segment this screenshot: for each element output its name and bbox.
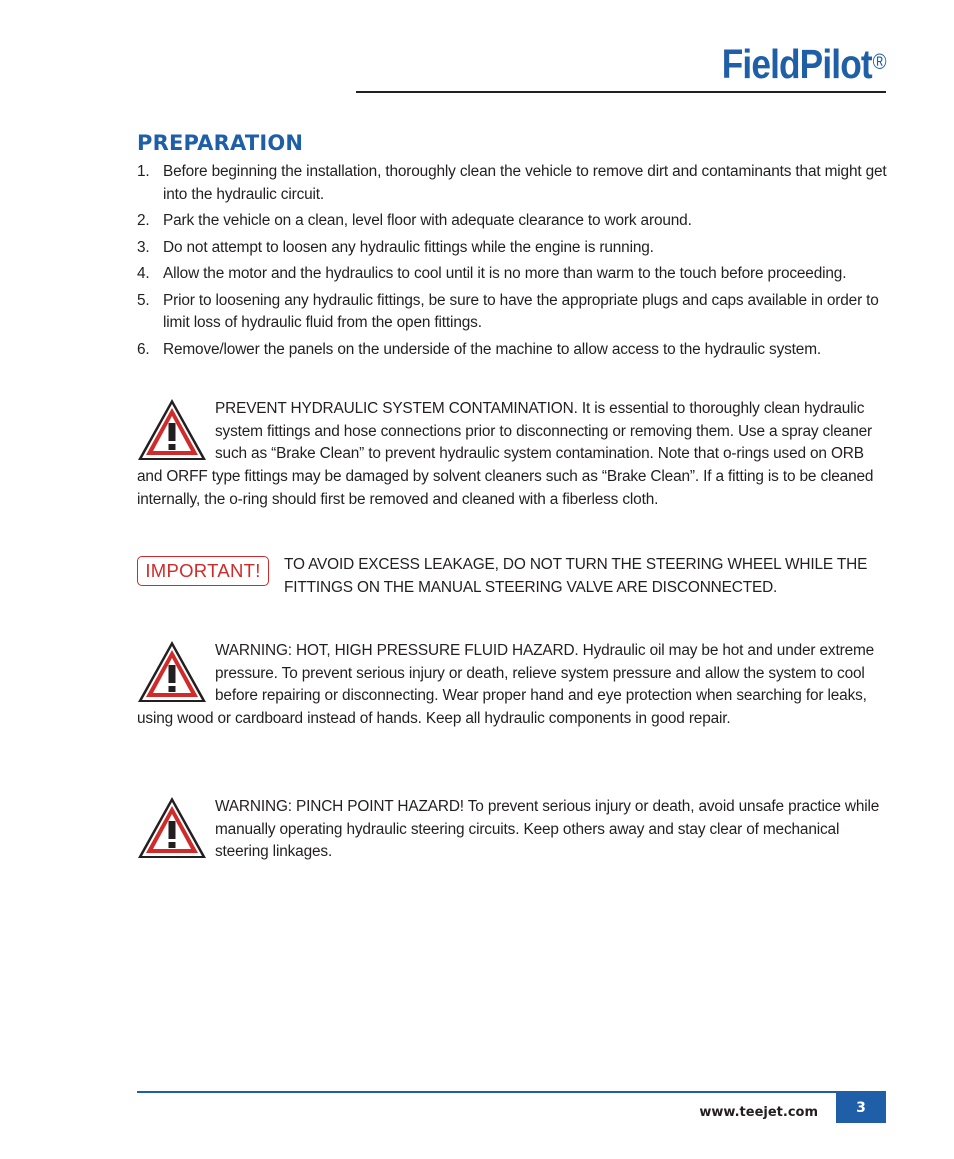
list-item [137, 339, 889, 362]
warning-triangle-icon [137, 796, 207, 860]
warning-text: PREVENT HYDRAULIC SYSTEM CONTAMINATION. It is essential to thoroughly clean hydraulic system fittings and hose connections prior to disconnecting or removing them. Use a spray cleaner such as “Brake Clean” to prevent hydraulic system contamination. Note that o-rings used on ORB and ORFF type fittings may be damaged by solvent cleaners such as “Brake Clean”. If a fitting is to be cleaned internally, the o-ring should first be removed and cleaned with a fiberless cloth. [137, 400, 874, 508]
page-number: 3 [836, 1093, 886, 1123]
footer-divider [137, 1091, 886, 1093]
warning-triangle-icon [137, 640, 207, 704]
footer-url: www.teejet.com [699, 1105, 818, 1120]
step-number: 4. [137, 265, 150, 282]
step-text: Do not attempt to loosen any hydraulic fittings while the engine is running. [163, 238, 654, 256]
list-item [137, 290, 889, 335]
important-notice [137, 554, 889, 599]
warning-text: WARNING: HOT, HIGH PRESSURE FLUID HAZARD. Hydraulic oil may be hot and under extreme pressure. To prevent serious injury or death, relieve system pressure and allow the system to cool before repairing or disconnecting. Wear proper hand and eye protection when searching for leaks, using wood or cardboard instead of hands. Keep all hydraulic components in good repair. [137, 642, 875, 728]
step-number: 2. [137, 212, 150, 229]
brand-logo [722, 40, 886, 88]
registered-mark: ® [872, 49, 886, 74]
step-number: 5. [137, 291, 150, 309]
brand-name: FieldPilot [721, 41, 873, 87]
list-item [137, 263, 889, 286]
step-number: 3. [137, 238, 150, 256]
step-number: 1. [137, 163, 150, 180]
header-divider [356, 91, 886, 93]
list-item [137, 210, 889, 233]
pinch-point-warning [137, 796, 887, 864]
step-number: 6. [137, 340, 150, 358]
hot-fluid-warning [137, 640, 887, 731]
section-title: PREPARATION [137, 131, 304, 155]
important-badge: IMPORTANT! [137, 556, 269, 586]
warning-text: WARNING: PINCH POINT HAZARD! To prevent serious injury or death, avoid unsafe practice while manually operating hydraulic steering circuits. Keep others away and stay clear of mechanical steering linkages. [215, 798, 880, 861]
step-text: Park the vehicle on a clean, level floor with adequate clearance to work around. [163, 212, 692, 229]
step-text: Remove/lower the panels on the underside of the machine to allow access to the hydraulic system. [163, 340, 822, 358]
list-item [137, 161, 889, 206]
list-item [137, 237, 889, 260]
step-text: Allow the motor and the hydraulics to cool until it is no more than warm to the touch before proceeding. [163, 265, 847, 282]
important-text: TO AVOID EXCESS LEAKAGE, DO NOT TURN THE STEERING WHEEL WHILE THE FITTINGS ON THE MANUAL STEERING VALVE ARE DISCONNECTED. [284, 556, 868, 596]
preparation-steps [137, 161, 889, 365]
contamination-warning [137, 398, 887, 512]
step-text: Prior to loosening any hydraulic fittings, be sure to have the appropriate plugs and caps available in order to limit loss of hydraulic fluid from the open fittings. [163, 291, 879, 331]
warning-triangle-icon [137, 398, 207, 462]
step-text: Before beginning the installation, thoroughly clean the vehicle to remove dirt and contaminants that might get into the hydraulic circuit. [163, 163, 887, 203]
